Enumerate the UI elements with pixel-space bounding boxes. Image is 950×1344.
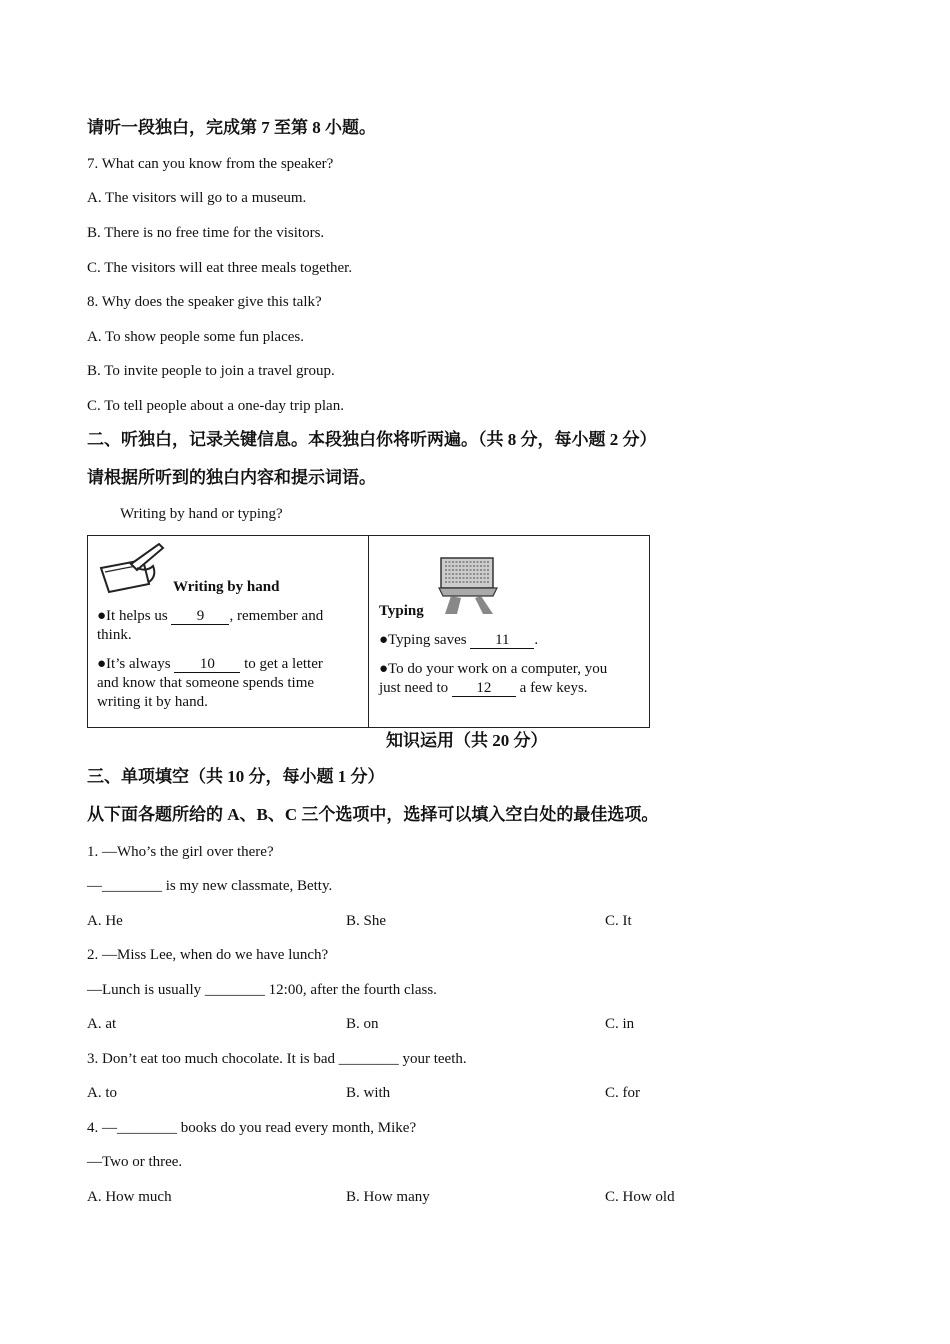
writing-by-hand-cell [88, 536, 369, 728]
blank-9: 9 [171, 608, 229, 625]
knowledge-heading: 知识运用（共 20 分） [386, 731, 548, 750]
q1-option-c: C. It [605, 913, 632, 929]
left-b1-pre: ●It helps us [97, 608, 168, 624]
right-bullet-2 [379, 660, 649, 698]
q4-option-b: B. How many [346, 1189, 430, 1205]
section-heading-monologue: 请听一段独白，完成第 7 至第 8 小题。 [87, 118, 376, 137]
left-b2-pre: ●It’s always [97, 656, 171, 672]
left-bullet-1 [97, 607, 359, 645]
blank-11: 11 [470, 632, 534, 649]
q1-option-b: B. She [346, 913, 387, 929]
question-1: 1. —Who’s the girl over there? [87, 844, 274, 860]
notes-table [87, 535, 650, 728]
q2-option-c: C. in [605, 1016, 635, 1032]
q3-option-b: B. with [346, 1085, 391, 1101]
right-b1-post: . [534, 632, 539, 648]
q1-option-a: A. He [87, 913, 123, 929]
writing-by-hand-header: Writing by hand [173, 579, 280, 595]
q7-option-c: C. The visitors will eat three meals together. [87, 260, 353, 276]
q3-option-c: C. for [605, 1085, 640, 1101]
right-b2-line1: ●To do your work on a computer, you [379, 661, 608, 677]
left-b2-post: to get a letter [244, 656, 323, 672]
question-1-line2: —________ is my new classmate, Betty. [87, 878, 333, 894]
q3-option-a: A. to [87, 1085, 117, 1101]
section-2-heading: 二、听独白，记录关键信息。本段独白你将听两遍。（共 8 分，每小题 2 分） [87, 430, 657, 449]
section-3-heading: 三、单项填空（共 10 分，每小题 1 分） [87, 767, 385, 786]
section-2-instruction: 请根据所听到的独白内容和提示词语。 [87, 468, 376, 487]
right-b1-pre: ●Typing saves [379, 632, 467, 648]
q4-option-a: A. How much [87, 1189, 172, 1205]
q2-option-b: B. on [346, 1016, 379, 1032]
question-4-line2: —Two or three. [87, 1154, 183, 1170]
question-3: 3. Don’t eat too much chocolate. It is bad ________ your teeth. [87, 1051, 467, 1067]
q7-option-a: A. The visitors will go to a museum. [87, 190, 307, 206]
left-b1-post: , remember and [229, 608, 324, 624]
q4-option-c: C. How old [605, 1189, 675, 1205]
q2-option-a: A. at [87, 1016, 117, 1032]
typing-cell [369, 536, 650, 728]
question-7: 7. What can you know from the speaker? [87, 156, 334, 172]
table-title: Writing by hand or typing? [120, 506, 283, 522]
writing-hand-icon [97, 542, 165, 594]
blank-10: 10 [174, 656, 240, 673]
right-bullet-1 [379, 631, 649, 650]
q7-option-b: B. There is no free time for the visitors. [87, 225, 325, 241]
left-b1-line2: think. [97, 627, 132, 643]
question-4: 4. —________ books do you read every month, Mike? [87, 1120, 417, 1136]
q8-option-a: A. To show people some fun places. [87, 329, 304, 345]
question-2-line2: —Lunch is usually ________ 12:00, after the fourth class. [87, 982, 437, 998]
q8-option-c: C. To tell people about a one-day trip plan. [87, 398, 344, 414]
left-b2-line3: writing it by hand. [97, 694, 208, 710]
typing-header: Typing [379, 603, 424, 619]
left-b2-line2: and know that someone spends time [97, 675, 315, 691]
question-8: 8. Why does the speaker give this talk? [87, 294, 322, 310]
left-bullet-2 [97, 655, 359, 712]
right-b2-pre: just need to [379, 680, 449, 696]
laptop-typing-icon [437, 556, 501, 616]
question-2: 2. —Miss Lee, when do we have lunch? [87, 947, 329, 963]
q8-option-b: B. To invite people to join a travel group. [87, 363, 335, 379]
blank-12: 12 [452, 680, 516, 697]
right-b2-post: a few keys. [519, 680, 588, 696]
section-3-instruction: 从下面各题所给的 A、B、C 三个选项中，选择可以填入空白处的最佳选项。 [87, 805, 659, 824]
